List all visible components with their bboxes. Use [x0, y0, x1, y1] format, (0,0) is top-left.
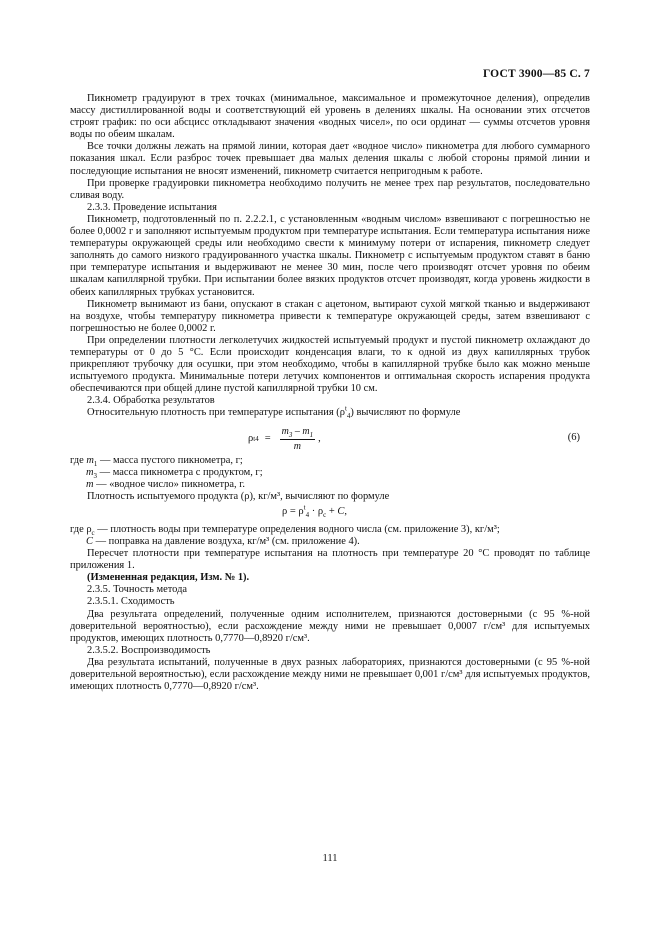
- paragraph: Все точки должны лежать на прямой линии, которая дает «водное число» пикнометра для любого суммарного показания шкал. Если разброс точек превышает два малых деления шкалы с любой стороны прямой линии и последующие испытания не вносят изменений, пикнометр считается непригодным к работе.: [70, 141, 590, 177]
- formula-6: ρ t 4 = $\frac{m_3 - m_1}{m}$ ,: [248, 425, 321, 452]
- paragraph: При проверке градуировки пикнометра необходимо получить не менее трех пар результатов, последовательно сливая воду.: [70, 177, 590, 201]
- paragraph: Пикнометр вынимают из бани, опускают в стакан с ацетоном, вытирают сухой мягкой тканью и выдерживают на воздухе, чтобы температуру пикнометра привести к температуре окружающей среды, затем взвешивают с погрешностью не более 0,0002 г.: [70, 298, 590, 334]
- legend-line: где $m_1$ — масса пустого пикнометра, г;: [70, 454, 243, 468]
- paragraph: Пикнометр градуируют в трех точках (минимальное, максимальное и промежуточное деления), определив массу дистиллированной воды и соответствующий ей уровень в делениях шкалы. На основании этих отсчетов строят график: по оси абсцисс откладывают значения «водных чисел», по оси ординат — суммы отсчетов уровня воды по обеим шкалам.: [70, 93, 590, 141]
- paragraph: Пересчет плотности при температуре испытания на плотность при температуре 20 °С проводят по таблице приложения 1.: [70, 548, 590, 572]
- paragraph: При определении плотности легколетучих жидкостей испытуемый продукт и пустой пикнометр охлаждают до температуры от 0 до 5 °С. Если происходит конденсация влаги, то к одной из двух капиллярных трубок прикрепляют трубочку для осушки, при этом необходимо, чтобы в капиллярной трубке было как можно меньше испытуемого продукта. Минимальные потери летучих компонентов и оптимальная скорость испарения продукта обеспечиваются при общей длине пустой капиллярной трубки 10 см.: [70, 334, 590, 395]
- edit-note: (Измененная редакция, Изм. № 1).: [87, 572, 250, 584]
- fraction: $\frac{m_3 - m_1}{m}$: [281, 425, 314, 452]
- legend-line: m — «водное число» пикнометра, г.: [86, 478, 245, 490]
- section-heading: 2.3.5.2. Воспроизводимость: [87, 644, 211, 656]
- paragraph: Два результата определений, полученные одним исполнителем, признаются достоверными (с 95 %-ной доверительной вероятностью), если расхождение между ними не превышает 0,0007 г/см³ для испытуемых продуктов, имеющих плотность 0,7770—0,8920 г/см³.: [70, 608, 590, 644]
- document-body: [70, 93, 590, 693]
- page-number: 111: [322, 853, 338, 864]
- formula-density: $\rho = \rho^t_4 \cdot \rho_с + С$,: [282, 503, 348, 519]
- section-heading: 2.3.5.1. Сходимость: [87, 596, 175, 608]
- formula-6-row: [70, 422, 590, 452]
- formula-density-row: [70, 505, 590, 521]
- paragraph: Пикнометр, подготовленный по п. 2.2.2.1, с установленным «водным числом» взвешивают с погрешностью не более 0,0002 г и заполняют испытуемым продуктом при температуре испытания. Если температура испытания ниже температуры окружающей среды или необходимо свести к минимуму потери от испарения, пикнометр следует заполнять до самого низкого градуированного участка шкалы. Пикнометр с испытуемым продуктом ставят в баню при температуре испытания и выдерживают не менее 30 мин, после чего производят отсчет уровня по обеим шкалам капиллярной трубки. При испытании более вязких продуктов отсчет производят, когда уровень жидкости в обеих капиллярных трубках установится.: [70, 213, 590, 298]
- section-heading: 2.3.5. Точность метода: [87, 584, 188, 596]
- equation-number: (6): [567, 431, 580, 443]
- section-heading: 2.3.3. Проведение испытания: [87, 201, 217, 213]
- paragraph: Два результата испытаний, полученные в двух разных лабораториях, признаются достоверными (с 95 %-ной доверительной вероятностью), если расхождение между ними не превышает 0,001 г/см³ для испытуемых продуктов, имеющих плотность 0,7770—0,8920 г/см³.: [70, 656, 590, 693]
- section-heading: 2.3.4. Обработка результатов: [87, 395, 215, 407]
- paragraph: Относительную плотность при температуре испытания $(\rho^t_4)$ вычисляют по формуле: [87, 404, 461, 421]
- legend-line: где $\rho_с$ — плотность воды при температуре определения водного числа (см. приложение 3), кг/м³;: [70, 523, 500, 537]
- legend-line: $m_3$ — масса пикнометра с продуктом, г;: [86, 466, 263, 480]
- rho-symbol: ρ: [339, 407, 345, 419]
- legend-line: С — поправка на давление воздуха, кг/м³ (см. приложение 4).: [86, 536, 360, 547]
- document-page: [70, 0, 590, 936]
- page-header: ГОСТ 3900—85 С. 7: [482, 68, 590, 80]
- paragraph: Плотность испытуемого продукта (ρ), кг/м³, вычисляют по формуле: [87, 490, 390, 502]
